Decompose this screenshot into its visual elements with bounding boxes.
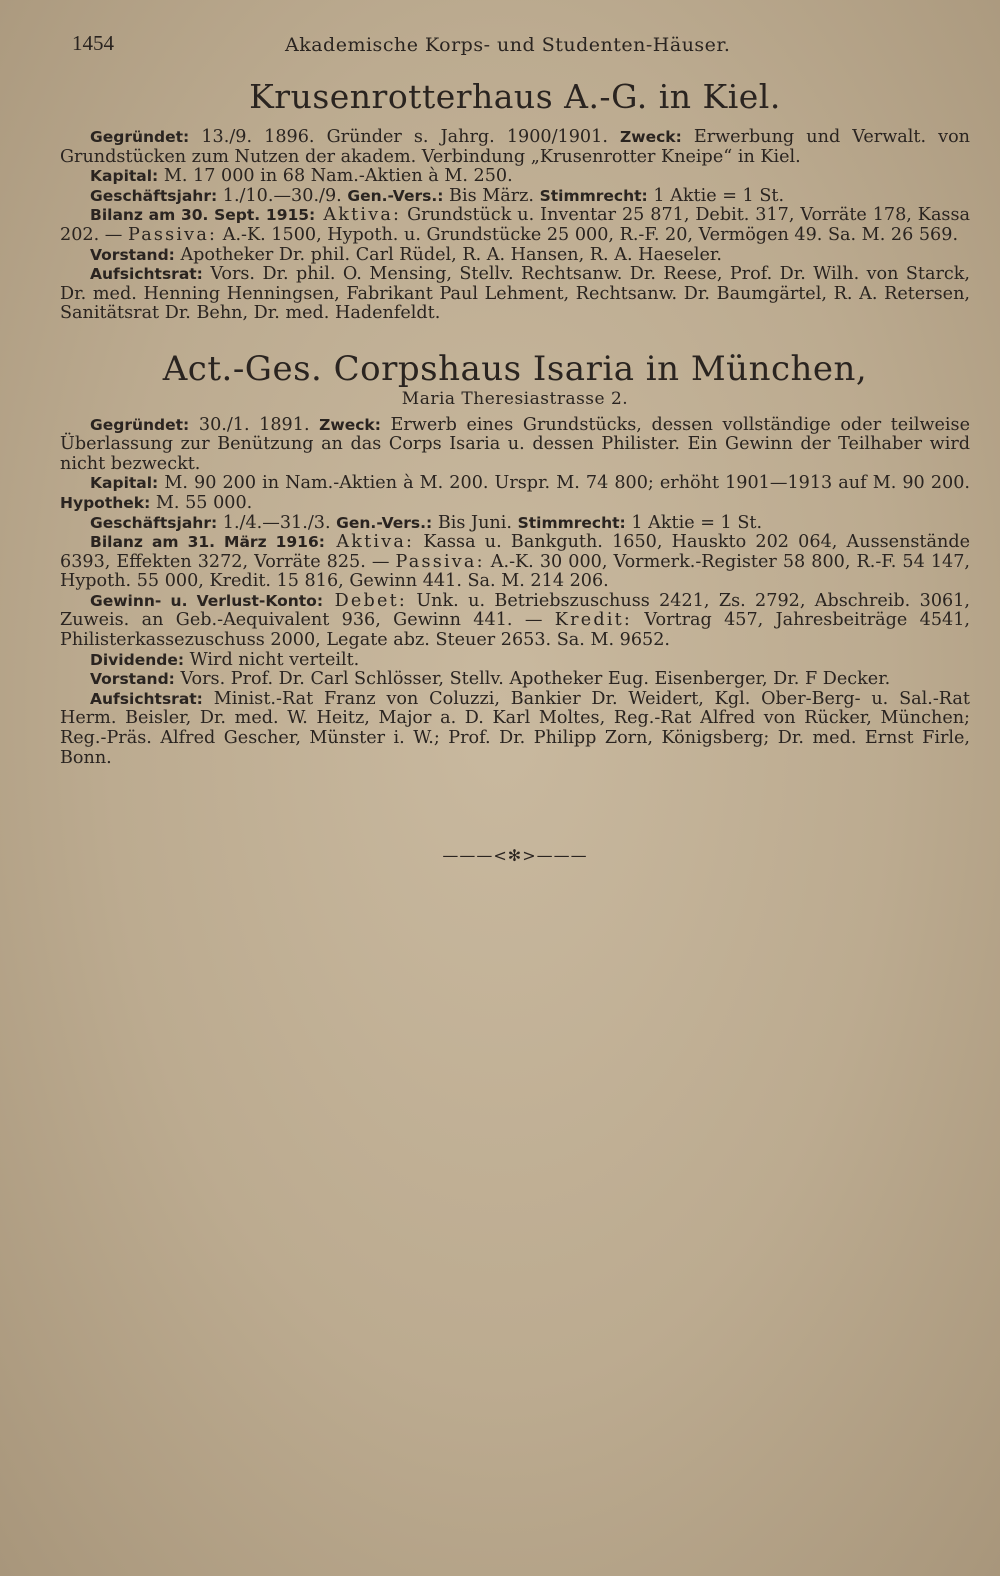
page-number: 1454 (72, 31, 114, 55)
entry2-board: Vorstand: Vors. Prof. Dr. Carl Schlösser, Stellv. Apotheker Eug. Eisenberger, Dr. F Decker. (90, 669, 891, 690)
entry1-capital: Kapital: M. 17 000 in 68 Nam.-Aktien à M. 250. (90, 166, 513, 187)
entry2-dividend: Dividende: Wird nicht verteilt. (90, 649, 360, 670)
entry2-address: Maria Theresiastrasse 2. (401, 388, 629, 409)
entry2-fiscal-year: Geschäftsjahr: 1./4.—31./3. Gen.-Vers.: Bis Juni. Stimmrecht: 1 Aktie = 1 St. (90, 512, 763, 533)
running-head-title: Akademische Korps- und Studenten-Häuser. (285, 34, 731, 56)
entry2-founded: Gegründet: 30./1. 1891. Zweck: Erwerb eines Grundstücks, dessen vollständige oder teilweise Überlassung zur Benützung an das Corps Isaria u. dessen Philister. Ein Gewinn der Teilhaber wird nicht bezweckt. (60, 414, 970, 474)
entry1-board: Vorstand: Apotheker Dr. phil. Carl Rüdel, R. A. Hansen, R. A. Haeseler. (90, 244, 722, 265)
entry2-supervisory-board: Aufsichtsrat: Minist.-Rat Franz von Coluzzi, Bankier Dr. Weidert, Kgl. Ober-Berg- u. Sal.-Rat Herm. Beisler, Dr. med. W. Heitz, Major a. D. Karl Moltes, Reg.-Rat Alfred von Rücker, München; Reg.-Präs. Alfred Gescher, Münster i. W.; Prof. Dr. Philipp Zorn, Königsberg; Dr. med. Ernst Firle, Bonn. (60, 688, 970, 768)
entry1-supervisory-board: Aufsichtsrat: Vors. Dr. phil. O. Mensing, Stellv. Rechtsanw. Dr. Reese, Prof. Dr. Wilh. von Starck, Dr. med. Henning Henningsen, Fabrikant Paul Lehment, Rechtsanw. Dr. Baumgärtel, R. A. Retersen, Sanitätsrat Dr. Behn, Dr. med. Hadenfeldt. (60, 264, 970, 324)
running-head (60, 30, 970, 64)
entry2-balance: Bilanz am 31. März 1916: Aktiva: Kassa u. Bankguth. 1650, Hauskto 202 064, Aussenstände 6393, Effekten 3272, Vorräte 825. — Passiva: A.-K. 30 000, Vormerk.-Register 58 800, R.-F. 54 147, Hypoth. 55 000, Kredit. 15 816, Gewinn 441. Sa. M. 214 206. (60, 532, 971, 592)
entry2-capital: Kapital: M. 90 200 in Nam.-Aktien à M. 200. Urspr. M. 74 800; erhöht 1901—1913 auf M. 90 200. Hypothek: M. 55 000. (60, 473, 970, 513)
entry1-founded: Gegründet: 13./9. 1896. Gründer s. Jahrg. 1900/1901. Zweck: Erwerbung und Verwalt. von Grundstücken zum Nutzen der akadem. Verbindung „Krusenrotter Kneipe“ in Kiel. (60, 127, 971, 167)
entry-title-krusenrotterhaus: Krusenrotterhaus A.-G. in Kiel. (249, 77, 781, 116)
entry1-balance: Bilanz am 30. Sept. 1915: Aktiva: Grundstück u. Inventar 25 871, Debit. 317, Vorräte 178, Kassa 202. — Passiva: A.-K. 1500, Hypoth. u. Grundstücke 25 000, R.-F. 20, Vermögen 49. Sa. M. 26 569. (60, 205, 970, 245)
entry1-fiscal-year: Geschäftsjahr: 1./10.—30./9. Gen.-Vers.: Bis März. Stimmrecht: 1 Aktie = 1 St. (90, 185, 785, 206)
entry-title-corpshaus-isaria: Act.-Ges. Corpshaus Isaria in München, (162, 348, 868, 389)
section-end-ornament: ———<✻>——— (442, 846, 588, 866)
page-content (60, 30, 970, 866)
entry2-profit-loss: Gewinn- u. Verlust-Konto: Debet: Unk. u. Betriebszuschuss 2421, Zs. 2792, Abschreib. 3061, Zuweis. an Geb.-Aequivalent 936, Gewinn 441. — Kredit: Vortrag 457, Jahresbeiträge 4541, Philisterkassezuschuss 2000, Legate abz. Steuer 2653. Sa. M. 9652. (60, 590, 971, 651)
